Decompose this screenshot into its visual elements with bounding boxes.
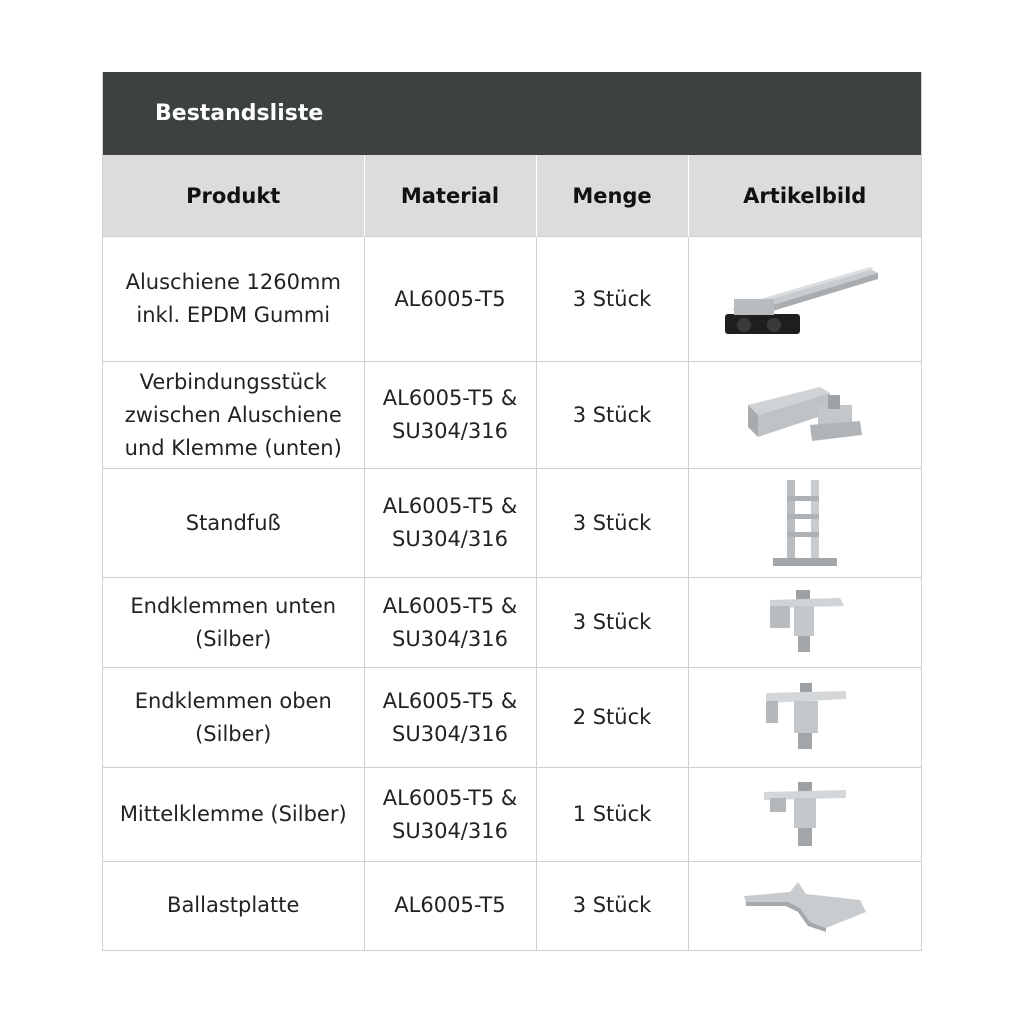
quantity-cell: 3 Stück [536,469,688,578]
table-row [103,768,921,862]
standfuss-icon [765,476,845,570]
table-row [103,469,921,578]
material-cell: AL6005-T5 & SU304/316 [364,469,536,578]
verbindungsstueck-icon [740,375,870,455]
inventory-table [103,155,921,950]
material-cell: AL6005-T5 [364,237,536,362]
product-cell: Endklemmen unten (Silber) [103,578,364,668]
material-cell: AL6005-T5 & SU304/316 [364,362,536,469]
table-title-bar [103,72,921,155]
product-cell: Endklemmen oben (Silber) [103,668,364,768]
material-cell: AL6005-T5 & SU304/316 [364,768,536,862]
material-cell: AL6005-T5 & SU304/316 [364,668,536,768]
product-cell: Mittelklemme (Silber) [103,768,364,862]
quantity-cell: 3 Stück [536,237,688,362]
header-row [103,155,921,237]
table-row [103,862,921,950]
product-cell: Standfuß [103,469,364,578]
product-cell: Ballastplatte [103,862,364,950]
header-image: Artikelbild [688,155,921,237]
quantity-cell: 3 Stück [536,862,688,950]
table-title: Bestandsliste [155,101,324,126]
mittelklemme-icon [760,780,850,850]
endklemme-oben-icon [760,681,850,755]
product-cell: Aluschiene 1260mm inkl. EPDM Gummi [103,237,364,362]
quantity-cell: 3 Stück [536,578,688,668]
quantity-cell: 1 Stück [536,768,688,862]
quantity-cell: 2 Stück [536,668,688,768]
product-cell: Verbindungsstück zwischen Aluschiene und Klemme (unten) [103,362,364,469]
ballastplatte-icon [740,878,870,934]
header-product: Produkt [103,155,364,237]
endklemme-unten-icon [760,588,850,658]
aluschiene-icon [720,259,890,339]
table-row [103,578,921,668]
material-cell: AL6005-T5 [364,862,536,950]
table-row [103,668,921,768]
table-row [103,362,921,469]
inventory-card [102,72,922,951]
material-cell: AL6005-T5 & SU304/316 [364,578,536,668]
header-material: Material [364,155,536,237]
header-quantity: Menge [536,155,688,237]
quantity-cell: 3 Stück [536,362,688,469]
table-row [103,237,921,362]
